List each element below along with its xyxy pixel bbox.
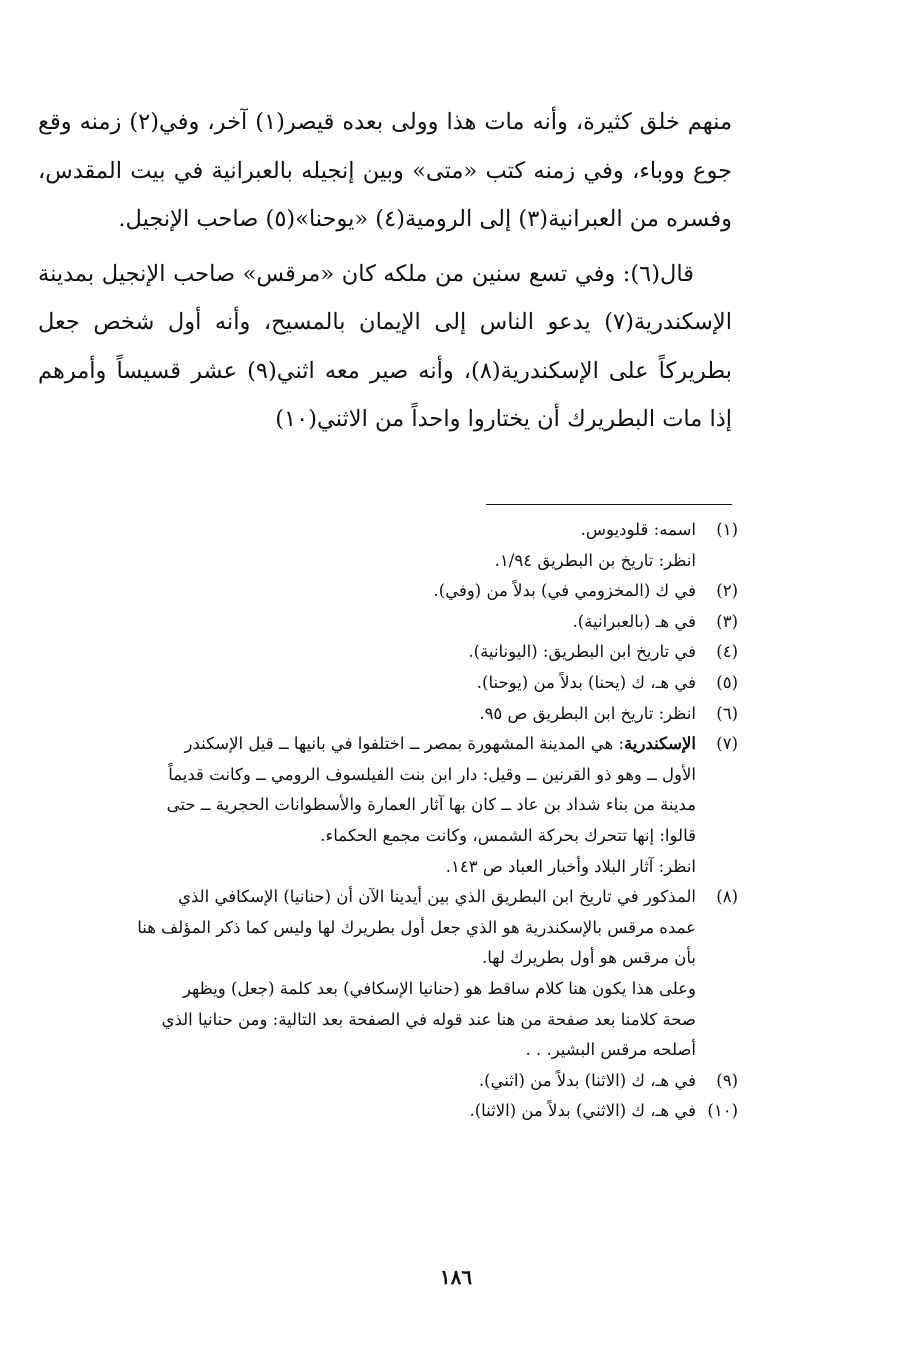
- footnote-line: في هـ، ك (الاثني) بدلاً من (الاثنا).: [469, 1101, 696, 1121]
- page-number: ١٨٦: [439, 1265, 473, 1289]
- footnote-number: (٩): [716, 1070, 738, 1090]
- footnote-line: قالوا: إنها تتحرك بحركة الشمس، وكانت مجمع الحكماء.: [320, 825, 696, 845]
- footnote-body: [44, 1066, 696, 1097]
- footnote-number: (٦): [716, 703, 738, 723]
- footnote-4: [44, 637, 738, 668]
- footnote-number: (٨): [716, 887, 738, 907]
- footnote-line: انظر: تاريخ ابن البطريق ص ٩٥.: [479, 703, 696, 723]
- footnote-line: انظر: آثار البلاد وأخبار العباد ص ١٤٣.: [445, 856, 696, 876]
- footnote-body: [44, 515, 696, 576]
- footnote-body: [44, 882, 696, 1066]
- footnote-body: [44, 668, 696, 699]
- main-text: [38, 98, 732, 444]
- footnote-line: الأول ــ وهو ذو القرنين ــ وقيل: دار ابن بنت الفيلسوف الرومي ــ وكانت قديماً: [168, 764, 696, 784]
- footnote-line: في ك (المخزومي في) بدلاً من (وفي).: [433, 581, 696, 601]
- footnote-9: [44, 1066, 738, 1097]
- footnote-10: [44, 1096, 738, 1127]
- footnote-line: اسمه: قلوديوس.: [580, 520, 696, 539]
- footnote-line: [44, 729, 696, 760]
- footnote-3: [44, 607, 738, 638]
- footnote-line: في هـ (بالعبرانية).: [572, 611, 696, 631]
- footnote-number: (٢): [716, 581, 738, 601]
- footnote-line: في هـ، ك (الاثنا) بدلاً من (اثني).: [478, 1070, 696, 1090]
- footnote-line: انظر: تاريخ بن البطريق ١/٩٤.: [494, 550, 696, 570]
- footnote-number: (١): [716, 520, 738, 539]
- footnote-body: [44, 637, 696, 668]
- footnote-line: المذكور في تاريخ ابن البطريق الذي بين أيدينا الآن أن (حنانيا) الإسكافي الذي: [178, 887, 696, 907]
- footnote-body: [44, 607, 696, 638]
- footnote-line: مدينة من بناء شداد بن عاد ــ كان بها آثار العمارة والأسطوانات الحجرية ــ حتى: [166, 795, 696, 815]
- footnote-7: [44, 729, 738, 882]
- footnote-body: [44, 576, 696, 607]
- footnote-separator: [486, 504, 732, 505]
- footnote-line: وعلى هذا يكون هنا كلام ساقط هو (حنانيا الإسكافي) بعد كلمة (جعل) ويظهر: [182, 978, 696, 998]
- footnote-line: عمده مرقس بالإسكندرية هو الذي جعل أول بطريرك لها وليس كما ذكر المؤلف هنا: [137, 917, 696, 937]
- main-paragraph-2: قال(٦): وفي تسع سنين من ملكه كان «مرقس» صاحب الإنجيل بمدينة الإسكندرية(٧) يدعو الناس إلى الإيمان بالمسيح، وأنه أول شخص جعل بطريركاً على الإسكندرية(٨)، وأنه صير معه اثني(٩) عشر قسيساً وأمرهم إذا مات البطريرك أن يختاروا واحداً من الاثني(١٠): [38, 260, 732, 432]
- footnotes: [44, 515, 738, 1127]
- footnote-body: [44, 1096, 696, 1127]
- footnote-body: [44, 699, 696, 730]
- footnote-number: (٣): [716, 611, 738, 631]
- footnote-line: في تاريخ ابن البطريق: (اليونانية).: [468, 642, 696, 662]
- footnote-number: (٥): [716, 672, 738, 692]
- footnote-number: (٧): [716, 734, 738, 754]
- footnote-line: بأن مرقس هو أول بطريرك لها.: [481, 948, 696, 968]
- footnote-line: صحة كلامنا بعد صفحة من هنا عند قوله في الصفحة بعد التالية: ومن حنانيا الذي: [161, 1009, 696, 1029]
- footnote-term: الإسكندرية: [624, 734, 696, 754]
- footnote-1: [44, 515, 738, 576]
- footnote-8: [44, 882, 738, 1066]
- footnote-6: [44, 699, 738, 730]
- footnote-line-text: : هي المدينة المشهورة بمصر ــ اختلفوا في بانيها ــ قيل الإسكندر: [184, 734, 625, 754]
- footnote-number: (٤): [716, 642, 738, 662]
- footnote-2: [44, 576, 738, 607]
- footnote-number: (١٠): [707, 1101, 738, 1121]
- main-paragraph-1: منهم خلق كثيرة، وأنه مات هذا وولى بعده قيصر(١) آخر، وفي(٢) زمنه وقع جوع ووباء، وفي زمنه كتب «متى» وبين إنجيله بالعبرانية في بيت المقدس، وفسره من العبرانية(٣) إلى الرومية(٤) «يوحنا»(٥) صاحب الإنجيل.: [38, 109, 732, 232]
- footnote-line: في هـ، ك (يحنا) بدلاً من (يوحنا).: [476, 672, 696, 692]
- footnote-body: [44, 729, 696, 882]
- footnote-line: أصلحه مرقس البشير. . .: [525, 1040, 696, 1060]
- footnote-5: [44, 668, 738, 699]
